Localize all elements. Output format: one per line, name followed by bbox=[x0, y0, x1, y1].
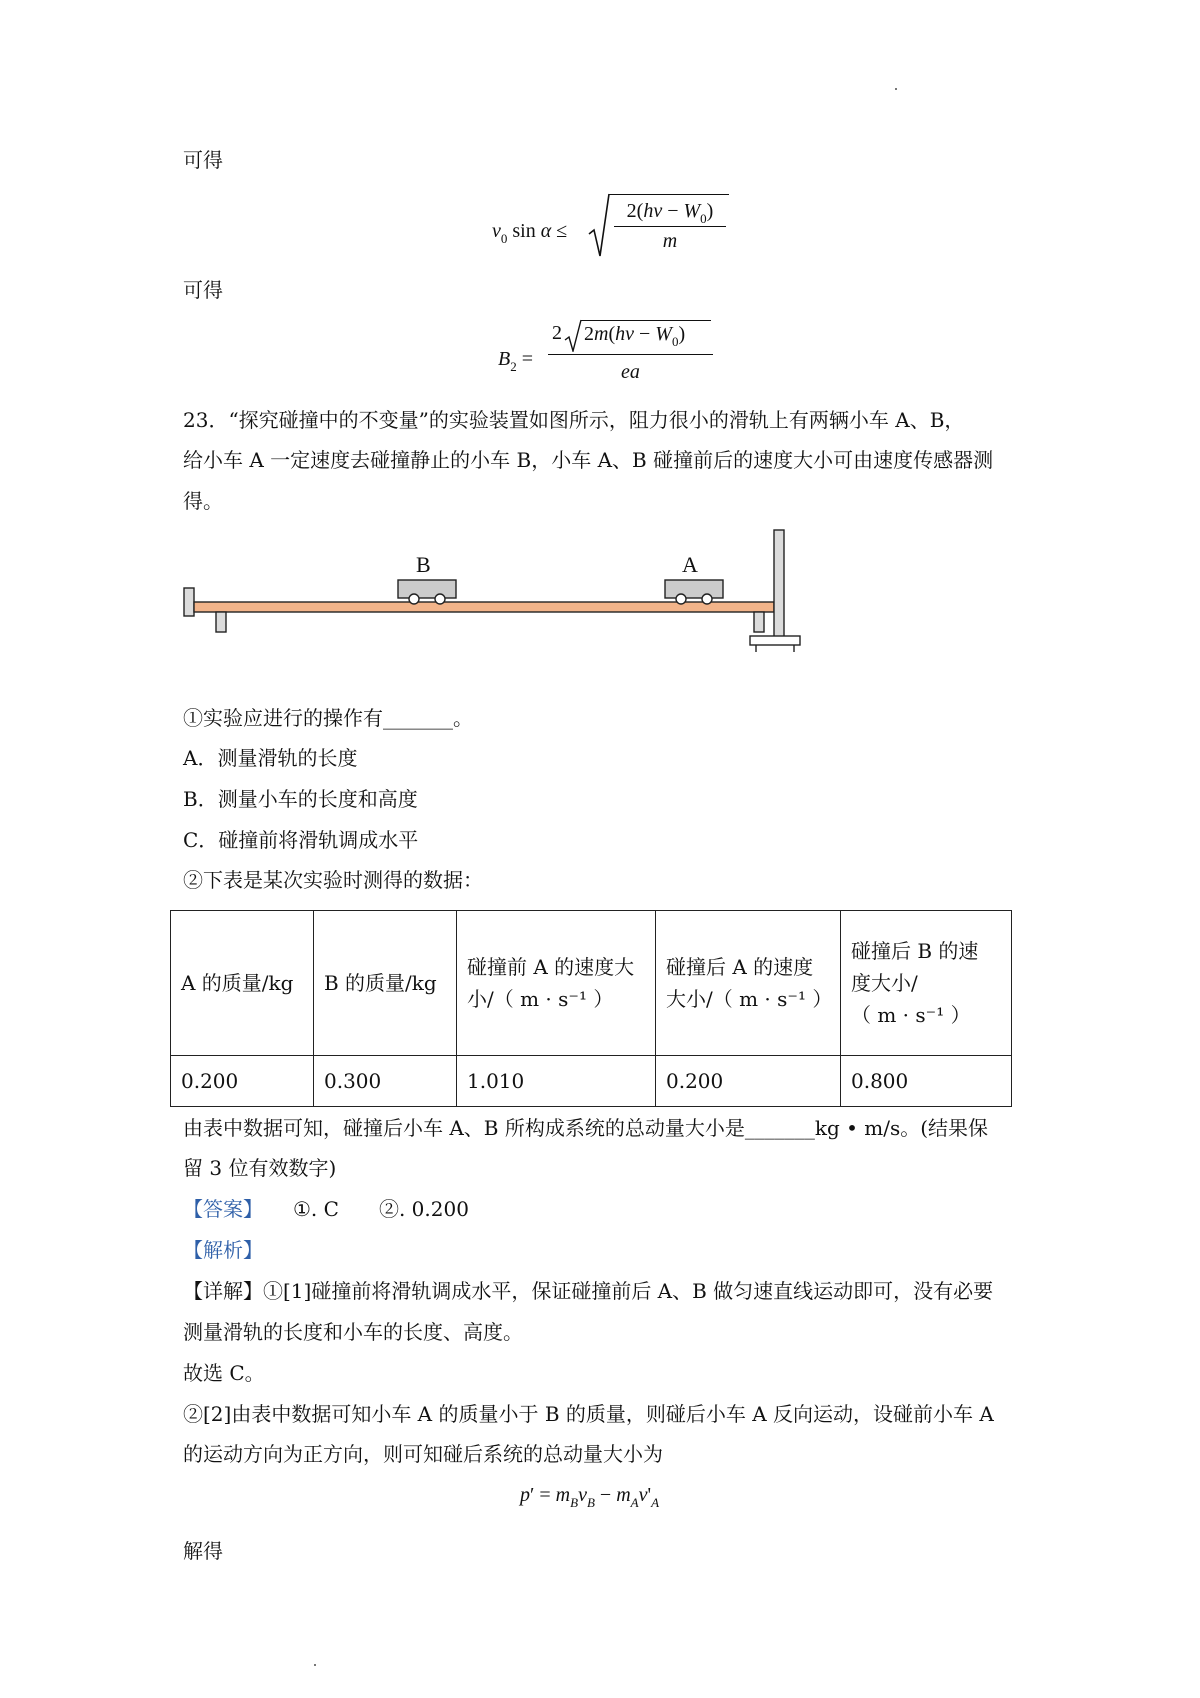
page-dot-top bbox=[895, 88, 897, 90]
label-a: A bbox=[682, 552, 698, 577]
equation-v0-sin-alpha: $v_0$ sin α ≤ $\frac{2(h\nu - W_0)}{m}$ bbox=[492, 190, 732, 260]
answer-body: ①. C ②. 0.200 bbox=[293, 1197, 469, 1221]
option-c: C．碰撞前将滑轨调成水平 bbox=[183, 828, 419, 852]
page-dot-bottom bbox=[314, 1664, 316, 1666]
question-23-line-2: 给小车 A 一定速度去碰撞静止的小车 B，小车 A、B 碰撞前后的速度大小可由速度传感器测 bbox=[183, 448, 994, 472]
left-leg bbox=[216, 612, 226, 632]
cart-a bbox=[665, 580, 723, 604]
text-kede-2: 可得 bbox=[183, 278, 223, 302]
table-header-cell: A 的质量/kg bbox=[171, 911, 314, 1056]
option-a: A．测量滑轨的长度 bbox=[183, 746, 358, 770]
right-leg bbox=[754, 612, 764, 632]
table-header-row bbox=[171, 911, 1012, 1056]
table-cell: 0.800 bbox=[841, 1056, 1012, 1107]
table-cell: 0.200 bbox=[171, 1056, 314, 1107]
detail-line-2: 测量滑轨的长度和小车的长度、高度。 bbox=[183, 1320, 523, 1344]
sub-question-2: ②下表是某次实验时测得的数据： bbox=[183, 868, 483, 892]
detail-tag: 【详解】 bbox=[183, 1279, 263, 1303]
choose-line: 故选 C。 bbox=[183, 1361, 265, 1385]
question-23-line-3: 得。 bbox=[183, 489, 223, 513]
speed-sensor-stand bbox=[750, 530, 800, 652]
apparatus-diagram bbox=[180, 520, 820, 660]
table-cell: 0.200 bbox=[656, 1056, 841, 1107]
detail-2-line-2: 的运动方向为正方向，则可知碰后系统的总动量大小为 bbox=[183, 1442, 663, 1466]
data-table bbox=[170, 910, 1012, 1107]
table-header-cell: B 的质量/kg bbox=[314, 911, 457, 1056]
table-header-cell: 碰撞后 A 的速度 大小/（ m · s⁻¹ ） bbox=[656, 911, 841, 1056]
question-after-table-line-2: 留 3 位有效数字) bbox=[183, 1156, 337, 1180]
track bbox=[194, 602, 774, 612]
table-header-cell: 碰撞前 A 的速度大 小/（ m · s⁻¹ ） bbox=[457, 911, 656, 1056]
sub-question-1: ①实验应进行的操作有_______。 bbox=[183, 706, 473, 730]
left-stopper bbox=[184, 588, 194, 616]
answer-line bbox=[183, 1195, 469, 1223]
analysis-tag: 【解析】 bbox=[183, 1238, 263, 1262]
table-header-cell: 碰撞后 B 的速 度大小/ （ m · s⁻¹ ） bbox=[841, 911, 1012, 1056]
table-row bbox=[171, 1056, 1012, 1107]
detail-line-1 bbox=[183, 1277, 993, 1305]
sqrt-sign-1 bbox=[588, 190, 610, 260]
question-after-table-line-1: 由表中数据可知，碰撞后小车 A、B 所构成系统的总动量大小是_______kg • m/s。(结果保 bbox=[183, 1116, 989, 1140]
detail-2-line-1: ②[2]由表中数据可知小车 A 的质量小于 B 的质量，则碰后小车 A 反向运动，设碰前小车 A bbox=[183, 1402, 994, 1426]
text-kede-1: 可得 bbox=[183, 148, 223, 172]
sqrt-sign-2 bbox=[564, 318, 582, 352]
label-b: B bbox=[416, 552, 431, 577]
detail-text-1: ①[1]碰撞前将滑轨调成水平，保证碰撞前后 A、B 做匀速直线运动即可，没有必要 bbox=[263, 1279, 994, 1303]
table-cell: 1.010 bbox=[457, 1056, 656, 1107]
jiede-line: 解得 bbox=[183, 1539, 223, 1563]
answer-tag: 【答案】 bbox=[183, 1197, 263, 1221]
equation-total-momentum: $p' = m_Bv_B - m_Av'_A$ bbox=[520, 1484, 660, 1510]
question-23-line-1: 23．“探究碰撞中的不变量”的实验装置如图所示，阻力很小的滑轨上有两辆小车 A、B， bbox=[183, 408, 965, 432]
table-cell: 0.300 bbox=[314, 1056, 457, 1107]
equation-b2: $B_2$ = 2 $2m(h\nu - W_0)$ ea bbox=[498, 318, 738, 396]
cart-b bbox=[398, 580, 456, 604]
option-b: B．测量小车的长度和高度 bbox=[183, 787, 418, 811]
